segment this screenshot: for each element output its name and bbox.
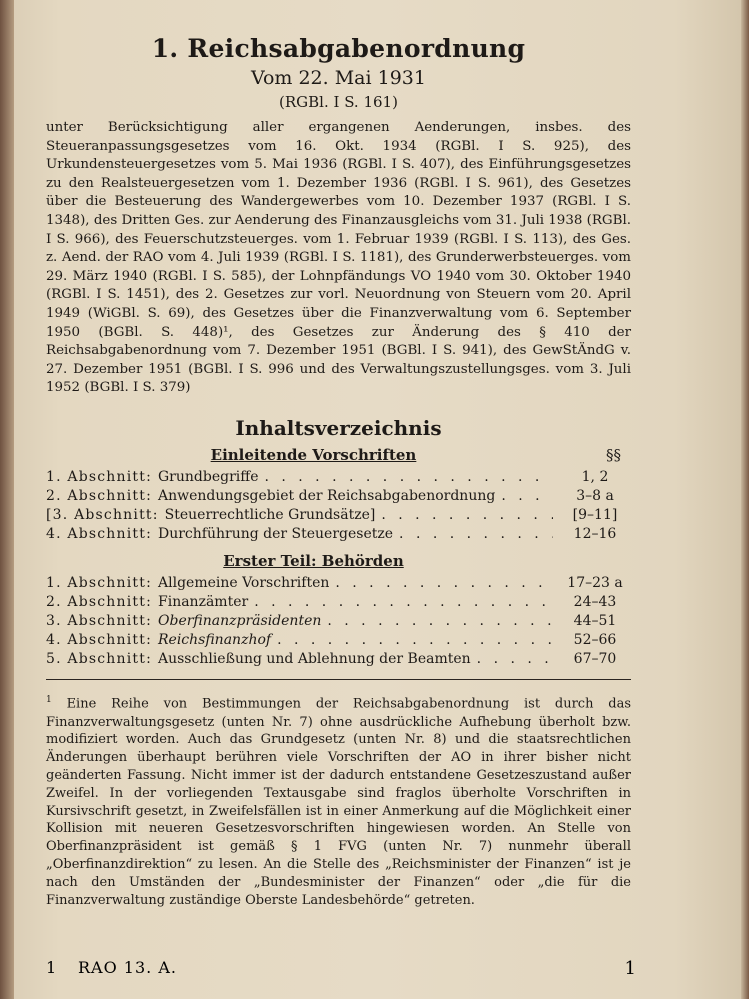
dot-leader: [277, 631, 553, 650]
toc-entry-label: [3. Abschnitt:: [46, 506, 159, 523]
sheet-number: 1: [46, 958, 57, 977]
page-edge: [741, 0, 749, 999]
toc-entry-label: 5. Abschnitt:: [46, 650, 152, 667]
toc-entry: [46, 468, 631, 487]
law-reference: (RGBl. I S. 161): [279, 93, 398, 111]
dot-leader: [381, 506, 553, 525]
dot-leader: [501, 487, 553, 506]
toc-entry-range: 17–23 a: [567, 574, 623, 591]
law-title: 1. Reichsabgabenordnung: [151, 34, 526, 63]
toc-section-title: Einleitende Vorschriften: [210, 445, 417, 464]
toc-entry-label: 4. Abschnitt:: [46, 631, 152, 648]
toc-entry-range: 12–16: [573, 525, 617, 542]
footnote-text: Eine Reihe von Bestimmungen der Reichsabgabenordnung ist durch das Finanzverwaltungsgesetz (unten Nr. 7) ohne ausdrückliche Aufhebung überholt bzw. modifiziert worden. Auch das Grundgesetz (unten Nr. 8) und die staatsrechtlichen Änderungen überhaupt berühren viele Vorschriften der AO in ihrer bisher nicht geänderten Fassung. Nicht immer ist der dadurch entstandene Gesetzeszustand außer Zweifel. In der vorliegenden Textausgabe sind fraglos überholte Vorschriften in Kursivschrift gesetzt, in Zweifelsfällen ist in einer Anmerkung auf die Möglichkeit einer Kollision mit neueren Gesetzesvorschriften hingewiesen worden. An Stelle von Oberfinanzpräsident ist gemäß § 1 FVG (unten Nr. 7) nunmehr überall „Oberfinanzdirektion“ zu lesen. An die Stelle des „Reichsminister der Finanzen“ ist je nach den Umständen der „Bundesminister der Finanzen“ oder „die für die Finanzverwaltung zuständige Oberste Landesbehörde“ getreten.: [46, 696, 632, 908]
toc-entry-range: 67–70: [573, 650, 617, 667]
footnote-marker: 1: [46, 695, 52, 706]
toc-heading: Inhaltsverzeichnis: [235, 415, 442, 440]
toc-entry-text: Oberfinanzpräsidenten: [158, 612, 322, 629]
toc-entry-range: 44–51: [573, 612, 617, 629]
toc-entry: [46, 574, 631, 593]
toc-entry-range: 1, 2: [581, 468, 609, 485]
toc-entry-range: 3–8 a: [576, 487, 614, 504]
toc-entry-text: Durchführung der Steuergesetze: [158, 525, 394, 542]
toc-entry: [46, 631, 631, 650]
toc-entry-range: 24–43: [573, 593, 617, 610]
toc-section-title: Erster Teil: Behörden: [223, 551, 404, 570]
toc-entry-text: Anwendungsgebiet der Reichsabgabenordnung: [158, 487, 496, 504]
toc-entry-range: [9–11]: [572, 506, 618, 523]
toc-entry: [46, 612, 631, 631]
footnote-divider: [46, 679, 631, 681]
toc-entry-label: 1. Abschnitt:: [46, 574, 152, 591]
toc-entry-text: Grundbegriffe: [158, 468, 259, 485]
toc-entry-range: 52–66: [573, 631, 617, 648]
dot-leader: [477, 650, 553, 669]
dot-leader: [254, 593, 553, 612]
toc-section-introductory: [46, 446, 631, 544]
toc-entry: [46, 525, 631, 544]
toc-entry: [46, 487, 631, 506]
paragraph-symbol: §§: [606, 445, 621, 464]
amendments-paragraph: unter Berücksichtigung aller ergangenen Aenderungen, insbes. des Steueranpassungsgesetzes vom 16. Okt. 1934 (RGBl. I S. 925), des Urkundensteuergesetzes vom 5. Mai 1936 (RGBl. I S. 407), des Einführungsgesetzes zu den Realsteuergesetzen vom 1. Dezember 1936 (RGBl. I S. 961), des Gesetzes über die Besteuerung des Wandergewerbes vom 10. Dezember 1937 (RGBl. I S. 1348), des Dritten Ges. zur Aenderung des Finanzausgleichs vom 31. Juli 1938 (RGBl. I S. 966), des Feuerschutzsteuerges. vom 1. Februar 1939 (RGBl. I S. 113), des Ges. z. Aend. der RAO vom 4. Juli 1939 (RGBl. I S. 1181), des Grunderwerbsteuerges. vom 29. März 1940 (RGBl. I S. 585), der Lohnpfändungs VO 1940 vom 30. Oktober 1940 (RGBl. I S. 1451), des 2. Gesetzes zur vorl. Neuordnung von Steuern vom 20. April 1949 (WiGBl. S. 69), des Gesetzes über die Finanzverwaltung vom 6. September 1950 (BGBl. S. 448)¹, des Gesetzes zur Änderung des § 410 der Reichsabgabenordnung vom 7. Dezember 1951 (BGBl. I S. 941), des GewStÄndG v. 27. Dezember 1951 (BGBl. I S. 996 und des Verwaltungszustellungsges. vom 3. Juli 1952 (BGBl. I S. 379): [46, 120, 631, 396]
book-spine-shadow: [0, 0, 14, 999]
dot-leader: [327, 612, 553, 631]
dot-leader: [335, 574, 553, 593]
toc-entry-text: Allgemeine Vorschriften: [158, 574, 330, 591]
toc-entry-text: Finanzämter: [158, 593, 249, 610]
toc-entry-label: 3. Abschnitt:: [46, 612, 152, 629]
toc-entry: [46, 593, 631, 612]
page-content: [46, 28, 631, 909]
toc-entry-label: 1. Abschnitt:: [46, 468, 152, 485]
dot-leader: [399, 525, 553, 544]
toc-section-part-one: [46, 552, 631, 669]
law-date: Vom 22. Mai 1931: [251, 67, 426, 89]
toc-entry-label: 2. Abschnitt:: [46, 593, 152, 610]
footnote: [46, 692, 631, 909]
signature-code: RAO 13. A.: [78, 958, 177, 977]
page-number: 1: [624, 958, 636, 979]
toc-entry-text: Reichsfinanzhof: [158, 631, 272, 648]
toc-entry: [46, 650, 631, 669]
toc-entry-text: Ausschließung und Ablehnung der Beamten: [158, 650, 471, 667]
dot-leader: [264, 468, 553, 487]
toc-entry-label: 2. Abschnitt:: [46, 487, 152, 504]
toc-entry-text: Steuerrechtliche Grundsätze]: [164, 506, 376, 523]
toc-entry: [46, 506, 631, 525]
toc-entry-label: 4. Abschnitt:: [46, 525, 152, 542]
